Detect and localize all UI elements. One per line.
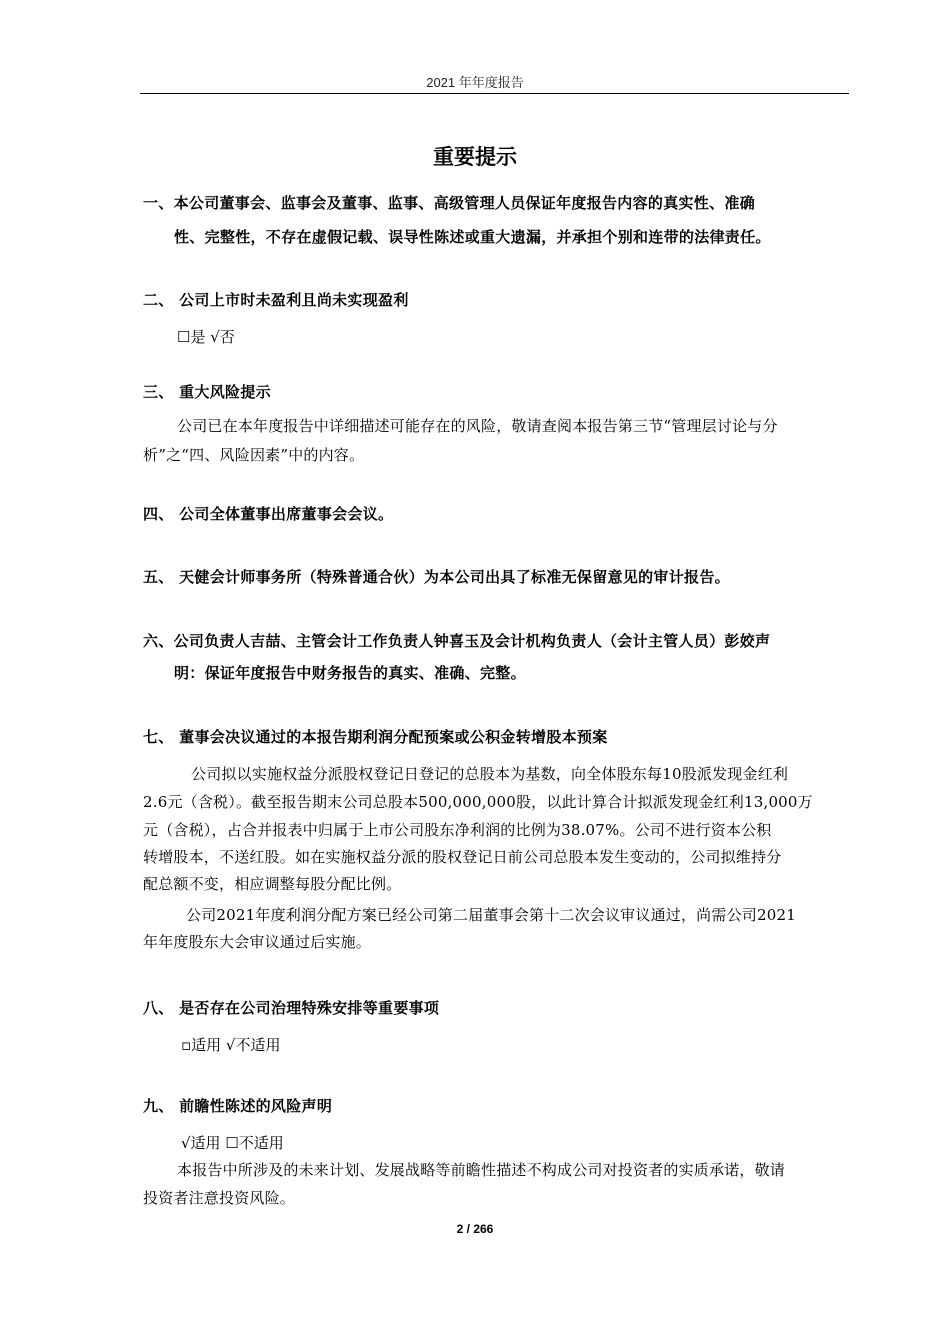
section-3-line-2: 析”之“四、风险因素”中的内容。: [143, 446, 365, 464]
section-1-line-1: 一、本公司董事会、监事会及董事、监事、高级管理人员保证年度报告内容的真实性、准确: [143, 194, 756, 212]
section-4-heading: 四、 公司全体董事出席董事会会议。: [143, 505, 394, 523]
page-number: 2 / 266: [456, 1222, 494, 1236]
section-7-heading: 七、 董事会决议通过的本报告期利润分配预案或公积金转增股本预案: [143, 728, 608, 746]
section-8-options: ▫适用 √不适用: [181, 1036, 281, 1054]
section-9-options: √适用 ☐不适用: [181, 1134, 284, 1152]
section-9-line-2: 投资者注意投资风险。: [143, 1189, 296, 1207]
report-header: 2021 年年度报告: [426, 75, 524, 90]
section-6-line-2: 明：保证年度报告中财务报告的真实、准确、完整。: [174, 664, 526, 682]
section-9-line-1: 本报告中所涉及的未来计划、发展战略等前瞻性描述不构成公司对投资者的实质承诺，敬请: [177, 1161, 786, 1179]
section-2-heading: 二、 公司上市时未盈利且尚未实现盈利: [143, 291, 409, 309]
section-7-p1-line-1: 公司拟以实施权益分派股权登记日登记的总股本为基数，向全体股东每10股派发现金红利: [191, 765, 789, 783]
section-2-options: ☐是 √否: [177, 328, 235, 346]
section-7-p1-line-2: 2.6元（含税）。截至报告期末公司总股本500,000,000股，以此计算合计拟派发现金红利13,000万: [143, 793, 813, 811]
section-6-line-1: 六、公司负责人吉喆、主管会计工作负责人钟喜玉及会计机构负责人（会计主管人员）彭姣声: [143, 632, 771, 650]
section-8-heading: 八、 是否存在公司治理特殊安排等重要事项: [143, 999, 440, 1017]
section-9-heading: 九、 前瞻性陈述的风险声明: [143, 1097, 333, 1115]
section-7-p1-line-5: 配总额不变，相应调整每股分配比例。: [143, 875, 402, 893]
section-3-line-1: 公司已在本年度报告中详细描述可能存在的风险，敬请查阅本报告第三节“管理层讨论与分: [177, 417, 778, 435]
section-7-p2-line-1: 公司2021年度利润分配方案已经公司第二届董事会第十二次会议审议通过，尚需公司2021: [186, 906, 796, 924]
section-7-p2-line-2: 年年度股东大会审议通过后实施。: [143, 933, 372, 951]
header-divider: [140, 93, 849, 94]
section-1-line-2: 性、完整性，不存在虚假记载、误导性陈述或重大遗漏，并承担个别和连带的法律责任。: [174, 228, 771, 246]
section-7-p1-line-3: 元（含税），占合并报表中归属于上市公司股东净利润的比例为38.07%。公司不进行资本公积: [143, 821, 772, 839]
section-7-p1-line-4: 转增股本，不送红股。如在实施权益分派的股权登记日前公司总股本发生变动的，公司拟维持分: [143, 848, 782, 866]
page-title: 重要提示: [433, 145, 517, 169]
section-3-heading: 三、 重大风险提示: [143, 383, 271, 401]
section-5-heading: 五、 天健会计师事务所（特殊普通合伙）为本公司出具了标准无保留意见的审计报告。: [143, 568, 730, 586]
